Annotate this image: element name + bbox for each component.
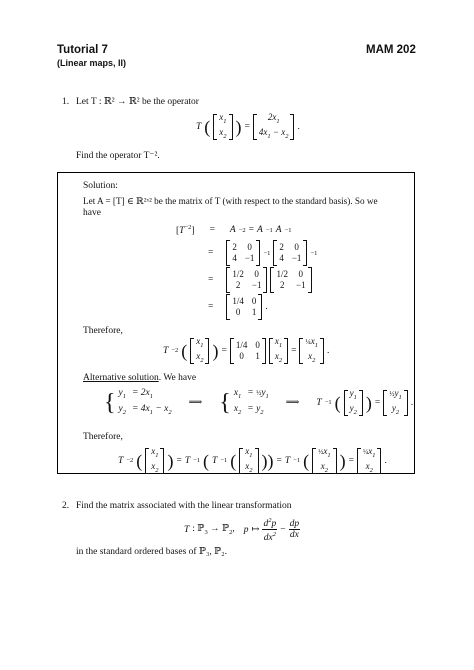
question-1-find: Find the operator T⁻².: [76, 151, 160, 161]
result-equation-1: T −2 ( $x_1$ $x_2$ ) = 1/4 0 0 1 $x_1$ $x_2$ = $\frac{1}{4}x_1$ $x_2$ .: [163, 336, 330, 364]
question-1-number: 1.: [62, 97, 70, 107]
therefore-2: Therefore,: [83, 432, 123, 442]
alternative-solution-heading: Alternative solution. We have: [83, 373, 197, 383]
operator-definition: T ( $x_1$ $x_2$ ) = $2x_1$ $4x_1 - x_2$ .: [196, 112, 300, 140]
derivation-step-2: = 2 0 4 −1 −1 2 0 4 −1 −1: [208, 240, 317, 266]
therefore-1: Therefore,: [83, 326, 123, 336]
alternative-system: { $y_1$ = $2x_1$ $y_2$ = $4x_1 - x_2$ ⟹ { $x_1$ = $\frac{1}{2}y_1$ $x_2$ = $y_2$ ⟹ T −1 ( $y_1$ $y_2$ ) = $\frac{1}{2}y_1$ $y_2$ .: [104, 388, 414, 416]
solution-box: [57, 172, 415, 474]
question-1-intro: Let T : ℝ² → ℝ² be the operator: [76, 97, 199, 107]
solution-label: Solution:: [83, 181, 118, 191]
question-2-intro: Find the matrix associated with the linear transformation: [76, 501, 292, 511]
page-title: Tutorial 7: [57, 44, 108, 56]
linear-transformation: T : ℙ$_3$ → ℙ$_2$, p ↦ $d^2p$ $dx^2$ − $\frac{dp}{dx}$: [184, 517, 300, 544]
solution-line-2: have: [83, 208, 101, 218]
result-equation-2: T −2 ( $x_1$ $x_2$ ) = T −1 ( T −1 ( $x_1$ $x_2$ )) = T −1 ( $\frac{1}{2}x_1$ $x_2$ ) = $\frac{1}{4}x_1$ $x_2$ .: [118, 446, 387, 474]
derivation-step-4: = 1/4 0 0 1 .: [208, 294, 268, 320]
page-subtitle: (Linear maps, II): [57, 58, 127, 68]
question-2-number: 2.: [62, 501, 70, 511]
question-2-bases: in the standard ordered bases of ℙ₃, ℙ₂.: [76, 547, 227, 557]
derivation-step-3: = 1/2 0 2 −1 1/2 0 2 −1: [208, 267, 312, 293]
solution-line-1: Let A = [T] ∈ ℝ²ˣ² be the matrix of T (with respect to the standard basis). So we: [83, 196, 378, 206]
derivation-step-1: $[T^{-2}]$ = A −2 = A −1 A −1: [176, 224, 292, 237]
course-code: MAM 202: [366, 44, 416, 56]
